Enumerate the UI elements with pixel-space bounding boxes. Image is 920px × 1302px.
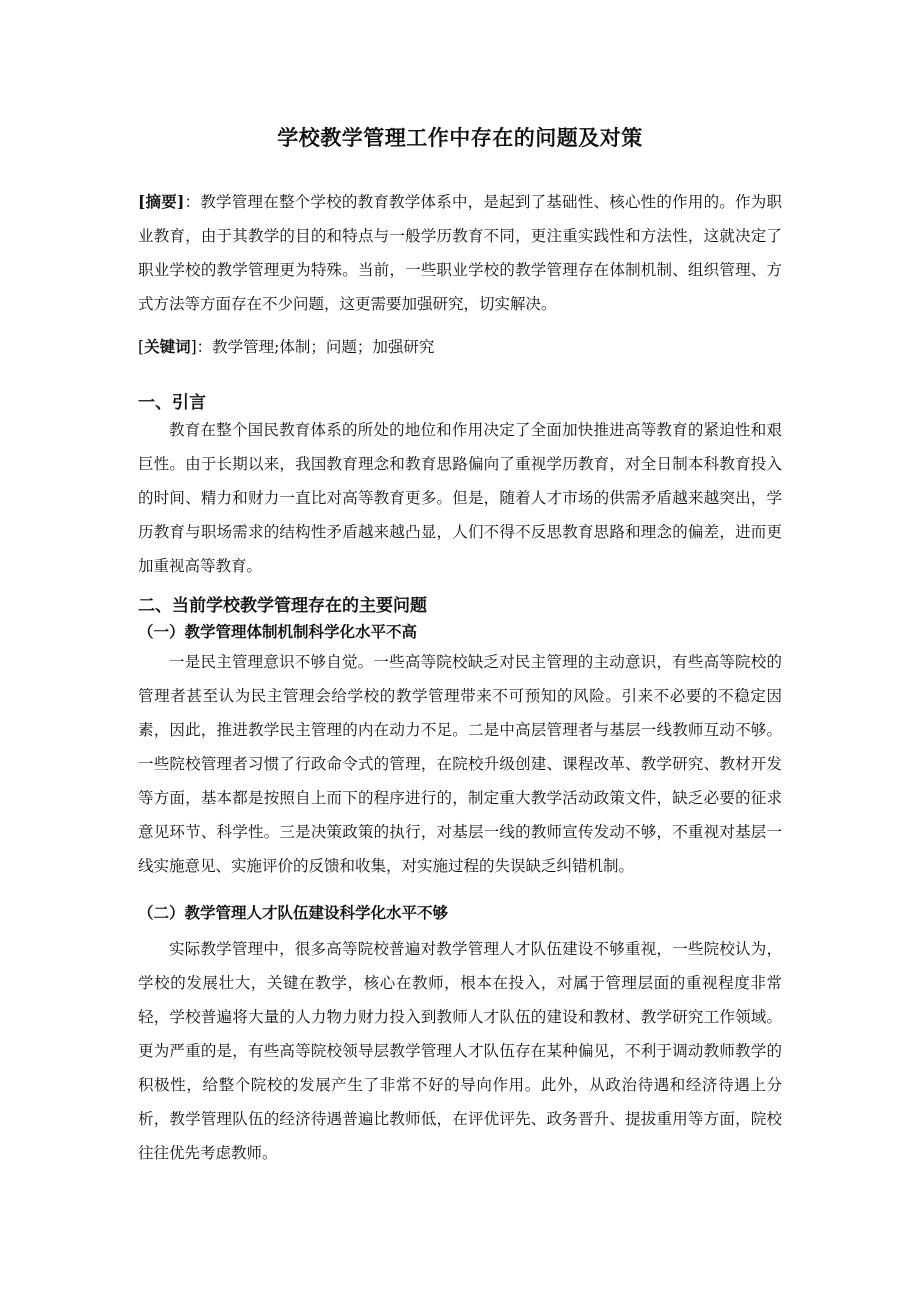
keywords-text: ]：教学管理;体制；问题；加强研究	[190, 338, 435, 356]
section-heading-introduction: 一、引言	[138, 393, 206, 413]
document-title: 学校教学管理工作中存在的问题及对策	[277, 125, 643, 150]
section-heading-main-problems: 二、当前学校教学管理存在的主要问题	[138, 596, 427, 616]
abstract-paragraph	[138, 185, 782, 321]
talent-team-paragraph: 实际教学管理中，很多高等院校普遍对教学管理人才队伍建设不够重视，一些院校认为，学校的发展壮大，关键在教学，核心在教师，根本在投入，对属于管理层面的重视程度非常轻，学校普遍将大量的人力物力财力投入到教师人才队伍的建设和教材、教学研究工作领域。更为严重的是，有些高等院校领导层教学管理人才队伍存在某种偏见，不利于调动教师教学的积极性，给整个院校的发展产生了非常不好的导向作用。此外，从政治待遇和经济待遇上分析，教学管理队伍的经济待遇普遍比教师低，在评优评先、政务晋升、提拔重用等方面，院校往往优先考虑教师。	[138, 940, 782, 1162]
keywords-open-bracket: [	[138, 338, 145, 356]
introduction-paragraph: 教育在整个国民教育体系的所处的地位和作用决定了全面加快推进高等教育的紧迫性和艰巨性。由于长期以来，我国教育理念和教育思路偏向了重视学历教育，对全日制本科教育投入的时间、精力和财力一直比对高等教育更多。但是，随着人才市场的供需矛盾越来越突出，学历教育与职场需求的结构性矛盾越来越凸显，人们不得不反思教育思路和理念的偏差，进而更加重视高等教育。	[138, 421, 782, 575]
system-mechanism-paragraph: 一是民主管理意识不够自觉。一些高等院校缺乏对民主管理的主动意识，有些高等院校的管理者甚至认为民主管理会给学校的教学管理带来不可预知的风险。引来不必要的不稳定因素，因此，推进教学民主管理的内在动力不足。二是中高层管理者与基层一线教师互动不够。一些院校管理者习惯了行政命令式的管理，在院校升级创建、课程改革、教学研究、教材开发等方面，基本都是按照自上而下的程序进行的，制定重大教学活动政策文件，缺乏必要的征求意见环节、科学性。三是决策政策的执行，对基层一线的教师宣传发动不够，不重视对基层一线实施意见、实施评价的反馈和收集，对实施过程的失误缺乏纠错机制。	[138, 653, 782, 875]
keywords-paragraph	[138, 330, 782, 364]
abstract-label: [摘要]	[138, 192, 185, 211]
keywords-label: 关键词	[144, 337, 191, 356]
subsection-heading-system-mechanism: （一）教学管理体制机制科学化水平不高	[138, 622, 418, 641]
abstract-text: ：教学管理在整个学校的教育教学体系中，是起到了基础性、核心性的作用的。作为职业教育，由于其教学的目的和特点与一般学历教育不同，更注重实践性和方法性，这就决定了职业学校的教学管理更为特殊。当前，一些职业学校的教学管理存在体制机制、组织管理、方式方法等方面存在不少问题，这更需要加强研究，切实解决。	[138, 193, 782, 313]
subsection-heading-talent-team: （二）教学管理人才队伍建设科学化水平不够	[138, 903, 449, 922]
